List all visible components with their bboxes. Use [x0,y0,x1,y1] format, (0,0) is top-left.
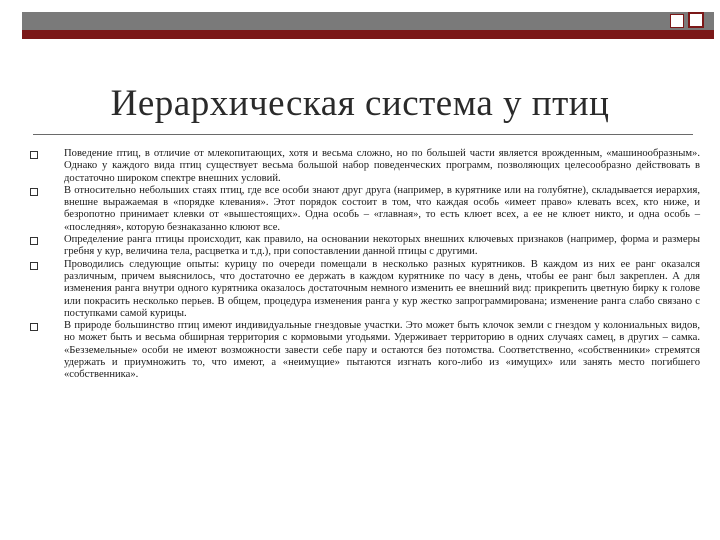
top-accent-bar [22,30,714,39]
list-item [30,148,700,185]
square-bullet-icon [30,323,38,331]
decorative-square-icon [688,12,704,28]
list-item [30,234,700,259]
paragraph-text: В природе большинство птиц имеют индивидуальные гнездовые участки. Это может быть клочок земли с гнездом у колониальных видов, но может быть и весьма обширная территория с кормовыми угодьями. Удерживает территорию в одних случаях самец, в других – самка. «Безземельные» особи не имеют возможности завести себе пару и остаются без потомства. Соответственно, «собственники» стремятся удержать и приумножить то, что имеют, а «неимущие» пытаются изгнать кого-либо из «имущих» или занять место погибшего «собственника». [64,320,700,381]
list-item [30,259,700,320]
square-bullet-icon [30,237,38,245]
list-item [30,185,700,234]
title-divider [33,134,693,135]
paragraph-text: Проводились следующие опыты: курицу по очереди помещали в несколько разных курятников. В каждом из них ее ранг оказался различным, причем выяснилось, что достаточно ее держать в каждом курятнике по часу в день, чтобы ее ранг был закреплен. А для изменения ранга внутри одного курятника оказалось достаточным немного изменить ее внешний вид: прикрепить цветную бирку к голове или покрасить несколько перьев. В общем, процедура изменения ранга у кур жестко запрограммирована; изменение ранга слабо связано с поступками самой курицы. [64,258,700,319]
square-bullet-icon [30,151,38,159]
slide-body [30,148,700,382]
top-gray-bar [22,12,714,30]
decorative-square-icon [670,14,684,28]
square-bullet-icon [30,262,38,270]
paragraph-text: В относительно небольших стаях птиц, где все особи знают друг друга (например, в курятнике или на голубятне), складывается иерархия, внешне выражаемая в «порядке клевания». Этот порядок состоит в том, что каждая особь «имеет право» клевать всех, кто ниже, и безропотно принимает клевки от «вышестоящих». Одна особь – «главная», то есть клюет всех, а ее не клюет никто, и одна особь – «последняя», которую безнаказанно клюют все. [64,184,700,233]
list-item [30,320,700,381]
square-bullet-icon [30,188,38,196]
paragraph-text: Определение ранга птицы происходит, как правило, на основании некоторых внешних ключевых признаков (например, форма и размеры гребня у кур, величина тела, расцветка и т.д.), при сопоставлении данной птицы с другими. [64,234,700,258]
paragraph-text: Поведение птиц, в отличие от млекопитающих, хотя и весьма сложно, но по большей части является врожденным, «машинообразным». Однако у каждого вида птиц существует весьма большой набор поведенческих программ, позволяющих целесообразно действовать в достаточно широком спектре внешних условий. [64,148,700,184]
slide-title: Иерархическая система у птиц [110,83,610,124]
